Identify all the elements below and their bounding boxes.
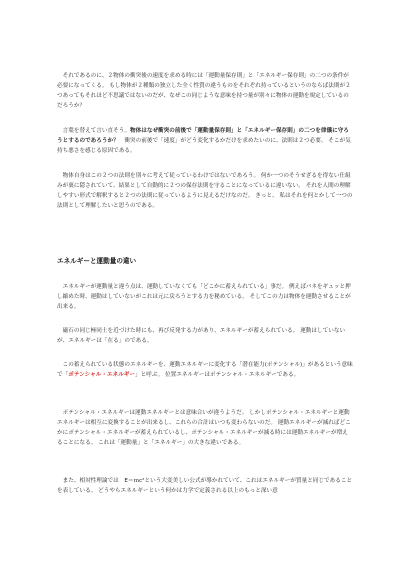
paragraph-3: 物体自身はこの２つの法則を別々に考えて従っているわけではないであろう。 何か一つのそうせざるを得ない仕組みが裏に隠されていて、結果として自動的に２つの保存法則を守ることになっているに違いない。 それを人間の理解しやすい形式で解釈すると２つの法則に従っているように見えるだけなのだ。 きっと、 私はそれを何とかして一つの法則として理解したいと思うのである。 bbox=[57, 173, 353, 209]
paragraph-6-end: 」と呼ぶ。 位置エネルギーはポテンシャル・エネルギーである。 bbox=[135, 372, 300, 378]
paragraph-5: 磁石の同じ極同士を近づけた時にも、再び反発する力があり、エネルギーが蓄えられている。 運動はしていないが、エネルギーは「在る」のである。 bbox=[57, 328, 346, 344]
paragraph-2-rest: 衝突の前後で「速度」がどう変化するかだけを求めたいのに、法則は２つ必要。 そこが気持ち悪さを感じる原因である。 bbox=[57, 138, 351, 154]
paragraph-1: それであるのに、２物体の衝突後の速度を求める時には「運動量保存則」と「エネルギー保存則」の二つの条件が必要になってくる。 もし物体が２種類の独立した全く性質の違うものをそれぞれ持っているというのならば法則が２つあってもそれほど不思議ではないのだが、なぜこの同じような意味を持つ量が別々に物体の運動を規定しているのだろうか？ bbox=[57, 73, 351, 109]
paragraph-6-start: この蓄えられている状態のエネルギーを、運動エネルギーに変化する「潜在能力(ポテンシャル)」があるという意味で「 bbox=[57, 362, 353, 378]
paragraph-7: ポテンシャル・エネルギーは運動エネルギーとは意味合いが違うようだ。 しかしポテンシャル・エネルギーと運動エネルギーは相互に変換することが出来るし、これらの合計はいつも変わらないのだ。 運動エネルギーが減ればどこかにポテンシャル・エネルギーが蓄えられているし、ポテンシャル・エネルギーが減る時には運動エネルギーが増えることになる。 これは「運動量」と「エネルギー」の大きな違いである。 bbox=[57, 410, 351, 446]
potential-energy-term: ポテンシャル・エネルギー bbox=[68, 372, 136, 378]
paragraph-6 bbox=[57, 360, 353, 380]
paragraph-8: また、相対性理論では E＝ｍc²という大変美しい公式が導かれていて、これはエネルギーが質量と同じであることを表している。 どうやらエネルギーという何かは力学で定義される以上のもっと深い意 bbox=[57, 478, 353, 494]
paragraph-2-intro: 言葉を替えて言い直そう。 bbox=[57, 128, 130, 134]
section-heading: エネルギーと運動量の違い bbox=[57, 257, 137, 265]
paragraph-2 bbox=[57, 126, 353, 156]
paragraph-4: エネルギーが運動量と違う点は、運動していなくても「どこかに蓄えられている」事だ。 例えばバネをギュッと押し縮めた時、運動はしていないがこれは元に戻ろうとする力を秘めている。 そしてこの力は物体を運動させることが出来る。 bbox=[57, 284, 351, 310]
paragraph-2-emphasis: 物体はなぜ衝突の前後で「運動量保存則」と「エネルギー保存則」の二つを律儀に守ろうとするのであろうか？ bbox=[57, 128, 349, 144]
